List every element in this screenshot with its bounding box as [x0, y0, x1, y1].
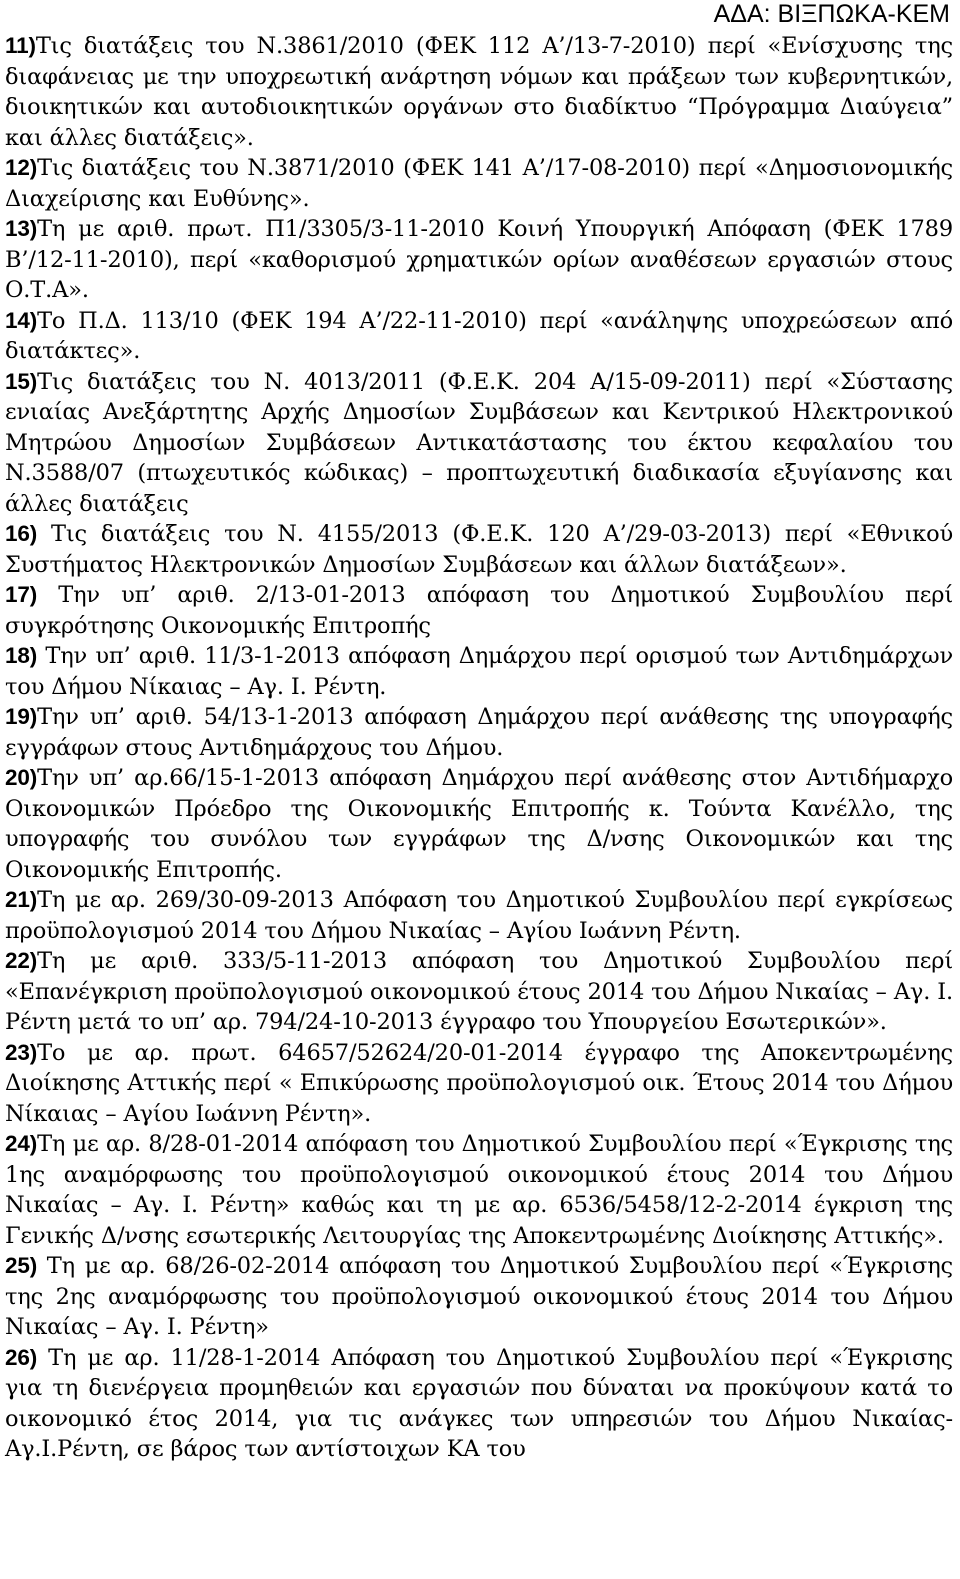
item-number: 22) — [5, 948, 38, 973]
item-text: Τη με αρ. 8/28-01-2014 απόφαση του Δημοτικού Συμβουλίου περί «Έγκρισης της 1ης αναμόρφωσης του προϋπολογισμού οικονομικού έτους 2014 του Δήμου Νικαίας – Αγ. Ι. Ρέντη» καθώς και τη με αρ. 6536/5458/12-2-2014 έγκριση της Γενικής Δ/νσης εσωτερικής Λειτουργίας της Αποκεντρωμένης Διοίκησης Αττικής». — [5, 1131, 953, 1249]
item-text: Την υπ’ αριθ. 11/3-1-2013 απόφαση Δημάρχου περί ορισμού των Αντιδημάρχων του Δήμου Νίκαιας – Αγ. Ι. Ρέντη. — [5, 643, 953, 700]
item-number: 26) — [5, 1344, 38, 1370]
item-text: Τις διατάξεις του Ν.3861/2010 (ΦΕΚ 112 Α’/13-7-2010) περί «Ενίσχυσης της διαφάνειας με την υποχρεωτική ανάρτηση νόμων και πράξεων των κυβερνητικών, διοικητικών και αυτοδιοικητικών οργάνων στο διαδίκτυο “Πρόγραμμα Διαύγεια” και άλλες διατάξεις». — [5, 33, 953, 151]
item-number: 13) — [5, 216, 38, 241]
item-number: 25) — [5, 1253, 38, 1278]
list-item — [5, 1251, 953, 1343]
item-text: Την υπ’ αριθ. 54/13-1-2013 απόφαση Δημάρχου περί ανάθεσης της υπογραφής εγγράφων στους Αντιδημάρχους του Δήμου. — [5, 704, 953, 761]
list-item — [5, 946, 953, 1038]
item-text: Τη με αριθ. 333/5-11-2013 απόφαση του Δημοτικού Συμβουλίου περί «Επανέγκριση προϋπολογισμού οικονομικού έτους 2014 του Δήμου Νικαίας – Αγ. Ι. Ρέντη μετά το υπ’ αρ. 794/24-10-2013 έγγραφο του Υπουργείου Εσωτερικών». — [5, 948, 953, 1035]
item-text: Το Π.Δ. 113/10 (ΦΕΚ 194 Α’/22-11-2010) περί «ανάληψης υποχρεώσεων από διατάκτες». — [5, 307, 953, 364]
list-item — [5, 214, 953, 306]
item-number: 21) — [5, 887, 38, 912]
item-text: Τις διατάξεις του Ν. 4013/2011 (Φ.Ε.Κ. 204 Α/15-09-2011) περί «Σύστασης ενιαίας Ανεξάρτητης Αρχής Δημοσίων Συμβάσεων και Κεντρικού Ηλεκτρονικού Μητρώου Δημοσίων Συμβάσεων Αντικατάστασης του έκτου κεφαλαίου του Ν.3588/07 (πτωχευτικός κώδικας) – προπτωχευτική διαδικασία εξυγίανσης και άλλες διατάξεις — [5, 368, 953, 517]
list-item — [5, 641, 953, 702]
item-number: 17) — [5, 582, 38, 607]
item-number: 14) — [5, 307, 38, 333]
list-item — [5, 31, 953, 153]
list-item — [5, 1343, 953, 1465]
list-item — [5, 580, 953, 641]
ada-code: ΑΔΑ: ΒΙΞΠΩΚΑ-ΚΕΜ — [713, 0, 950, 28]
list-item — [5, 519, 953, 580]
list-item — [5, 306, 953, 367]
list-item — [5, 367, 953, 520]
item-number: 23) — [5, 1039, 38, 1065]
list-item — [5, 153, 953, 214]
item-text: Τις διατάξεις του Ν. 4155/2013 (Φ.Ε.Κ. 120 Α’/29-03-2013) περί «Εθνικού Συστήματος Ηλεκτρονικών Δημοσίων Συμβάσεων και άλλων διατάξεων». — [5, 521, 953, 578]
list-item — [5, 763, 953, 885]
document-body — [5, 31, 953, 1465]
item-number: 20) — [5, 765, 38, 790]
item-text: Την υπ’ αρ.66/15-1-2013 απόφαση Δημάρχου περί ανάθεσης στον Αντιδήμαρχο Οικονομικών Πρόεδρο της Οικονομικής Επιτροπής κ. Τούντα Κανέλλο, της υπογραφής του συνόλου των εγγράφων της Δ/νσης Οικονομικών και της Οικονομικής Επιτροπής. — [5, 765, 953, 883]
item-text: Το με αρ. πρωτ. 64657/52624/20-01-2014 έγγραφο της Αποκεντρωμένης Διοίκησης Αττικής περί « Επικύρωσης προϋπολογισμού οικ. Έτους 2014 του Δήμου Νίκαιας – Αγίου Ιωάννη Ρέντη». — [5, 1039, 953, 1127]
item-number: 12) — [5, 155, 38, 180]
item-text: Τη με αρ. 68/26-02-2014 απόφαση του Δημοτικού Συμβουλίου περί «Έγκρισης της 2ης αναμόρφωσης του προϋπολογισμού οικονομικού έτους 2014 του Δήμου Νικαίας – Αγ. Ι. Ρέντη» — [5, 1253, 953, 1340]
item-text: Τις διατάξεις του Ν.3871/2010 (ΦΕΚ 141 Α’/17-08-2010) περί «Δημοσιονομικής Διαχείρισης και Ευθύνης». — [5, 155, 953, 212]
item-text: Τη με αριθ. πρωτ. Π1/3305/3-11-2010 Κοινή Υπουργική Απόφαση (ΦΕΚ 1789 Β’/12-11-2010), περί «καθορισμού χρηματικών ορίων αναθέσεων εργασιών στους Ο.Τ.Α». — [5, 216, 953, 303]
item-number: 18) — [5, 643, 38, 668]
item-text: Τη με αρ. 11/28-1-2014 Απόφαση του Δημοτικού Συμβουλίου περί «Έγκρισης για τη διενέργεια προμηθειών και εργασιών που δύναται να προκύψουν κατά το οικονομικό έτος 2014, για τις ανάγκες των υπηρεσιών του Δήμου Νικαίας-Αγ.Ι.Ρέντη, σε βάρος των αντίστοιχων ΚΑ του — [5, 1344, 953, 1462]
list-item — [5, 1038, 953, 1130]
item-number: 24) — [5, 1131, 38, 1156]
item-text: Την υπ’ αριθ. 2/13-01-2013 απόφαση του Δημοτικού Συμβουλίου περί συγκρότησης Οικονομικής Επιτροπής — [5, 582, 953, 639]
item-number: 15) — [5, 368, 38, 394]
item-number: 16) — [5, 521, 38, 546]
list-item — [5, 1129, 953, 1251]
list-item — [5, 702, 953, 763]
list-item — [5, 885, 953, 946]
item-number: 19) — [5, 704, 38, 729]
item-text: Τη με αρ. 269/30-09-2013 Απόφαση του Δημοτικού Συμβουλίου περί εγκρίσεως προϋπολογισμού 2014 του Δήμου Νικαίας – Αγίου Ιωάννη Ρέντη. — [5, 887, 953, 944]
item-number: 11) — [5, 33, 36, 58]
